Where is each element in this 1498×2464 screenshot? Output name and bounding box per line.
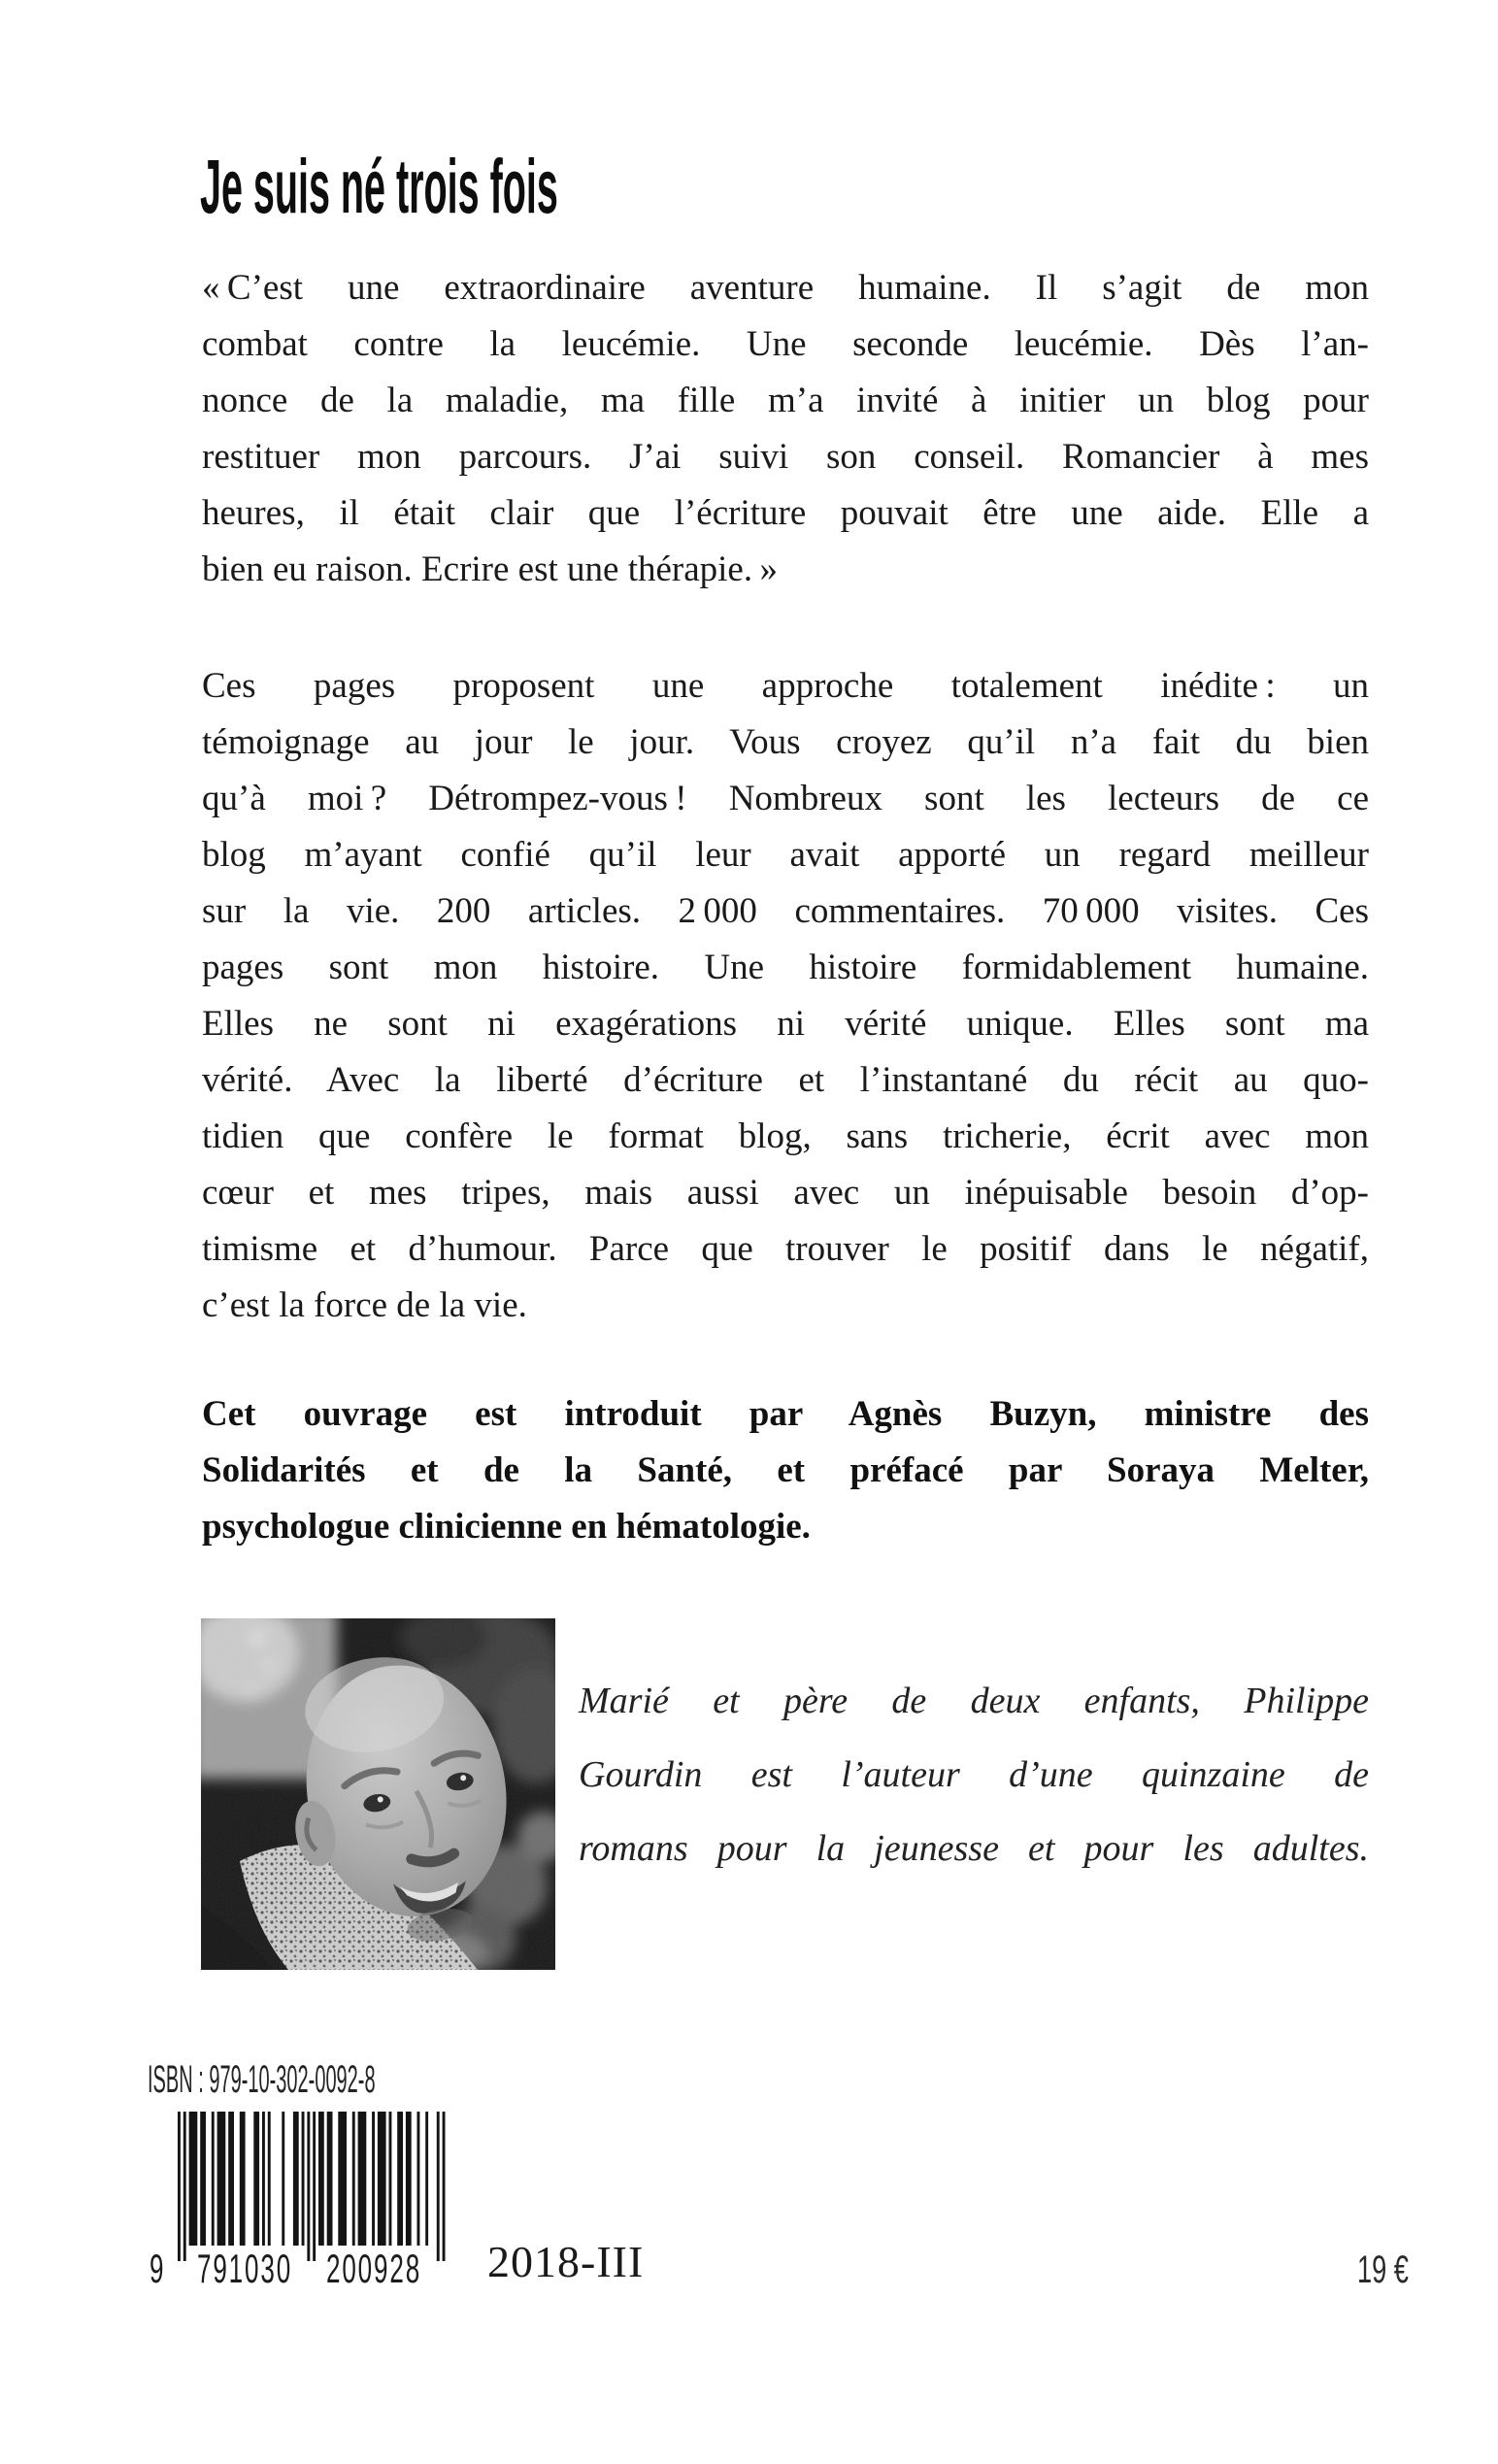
- text-line: nonce de la maladie, ma fille m’a invité à initier un blog pour: [202, 381, 1369, 420]
- text-line: Marié et père de deux enfants, Philippe: [579, 1681, 1369, 1721]
- barcode-left-digits: 791030: [197, 2246, 293, 2291]
- text-line: blog m’ayant confié qu’il leur avait apporté un regard meilleur: [202, 835, 1369, 875]
- text-line: heures, il était clair que l’écriture pouvait être une aide. Elle a: [202, 493, 1369, 533]
- text-line: qu’à moi ? Détrompez-vous ! Nombreux sont les lecteurs de ce: [202, 779, 1369, 818]
- text-line: tidien que confère le format blog, sans tricherie, écrit avec mon: [202, 1116, 1369, 1156]
- text-line: romans pour la jeunesse et pour les adultes.: [579, 1828, 1369, 1869]
- text-line: cœur et mes tripes, mais aussi avec un inépuisable besoin d’op-: [202, 1173, 1369, 1213]
- text-line: bien eu raison. Ecrire est une thérapie. »: [202, 549, 778, 589]
- text-line: Elles ne sont ni exagérations ni vérité unique. Elles sont ma: [202, 1004, 1369, 1044]
- text-line: psychologue clinicienne en hématologie.: [202, 1507, 811, 1547]
- text-line: « C’est une extraordinaire aventure humaine. Il s’agit de mon: [202, 268, 1369, 308]
- text-line: restituer mon parcours. J’ai suivi son conseil. Romancier à mes: [202, 437, 1369, 477]
- author-photo: [201, 1618, 555, 1970]
- edition-code: 2018-III: [487, 2237, 645, 2286]
- text-line: pages sont mon histoire. Une histoire formidablement humaine.: [202, 948, 1369, 987]
- text-line: c’est la force de la vie.: [202, 1285, 527, 1325]
- text-line: vérité. Avec la liberté d’écriture et l’instantané du récit au quo-: [202, 1060, 1369, 1100]
- ean13-barcode: [178, 2112, 446, 2266]
- author-bio: [579, 1664, 1369, 1885]
- text-line: Ces pages proposent une approche totalement inédite : un: [202, 666, 1369, 706]
- text-line: combat contre la leucémie. Une seconde leucémie. Dès l’an-: [202, 324, 1369, 364]
- film-grain: [201, 1618, 555, 1970]
- barcode-lead-digit: 9: [150, 2246, 166, 2291]
- isbn-label: ISBN : 979-10-302-0092-8: [148, 2058, 376, 2101]
- description-paragraph: [202, 658, 1369, 1334]
- author-portrait-illustration: [201, 1618, 555, 1970]
- text-line: Gourdin est l’auteur d’une quinzaine de: [579, 1754, 1369, 1795]
- price: 19 €: [1357, 2248, 1409, 2291]
- quote-paragraph: [202, 260, 1369, 598]
- text-line: sur la vie. 200 articles. 2 000 commentaires. 70 000 visites. Ces: [202, 891, 1369, 931]
- book-title: Je suis né trois fois: [200, 143, 558, 229]
- barcode-right-digits: 200928: [326, 2246, 422, 2291]
- text-line: Cet ouvrage est introduit par Agnès Buzyn, ministre des: [202, 1394, 1369, 1434]
- text-line: Solidarités et de la Santé, et préfacé par Soraya Melter,: [202, 1450, 1369, 1490]
- text-line: témoignage au jour le jour. Vous croyez qu’il n’a fait du bien: [202, 722, 1369, 762]
- foreword-paragraph: [202, 1386, 1369, 1555]
- text-line: timisme et d’humour. Parce que trouver le positif dans le négatif,: [202, 1229, 1369, 1269]
